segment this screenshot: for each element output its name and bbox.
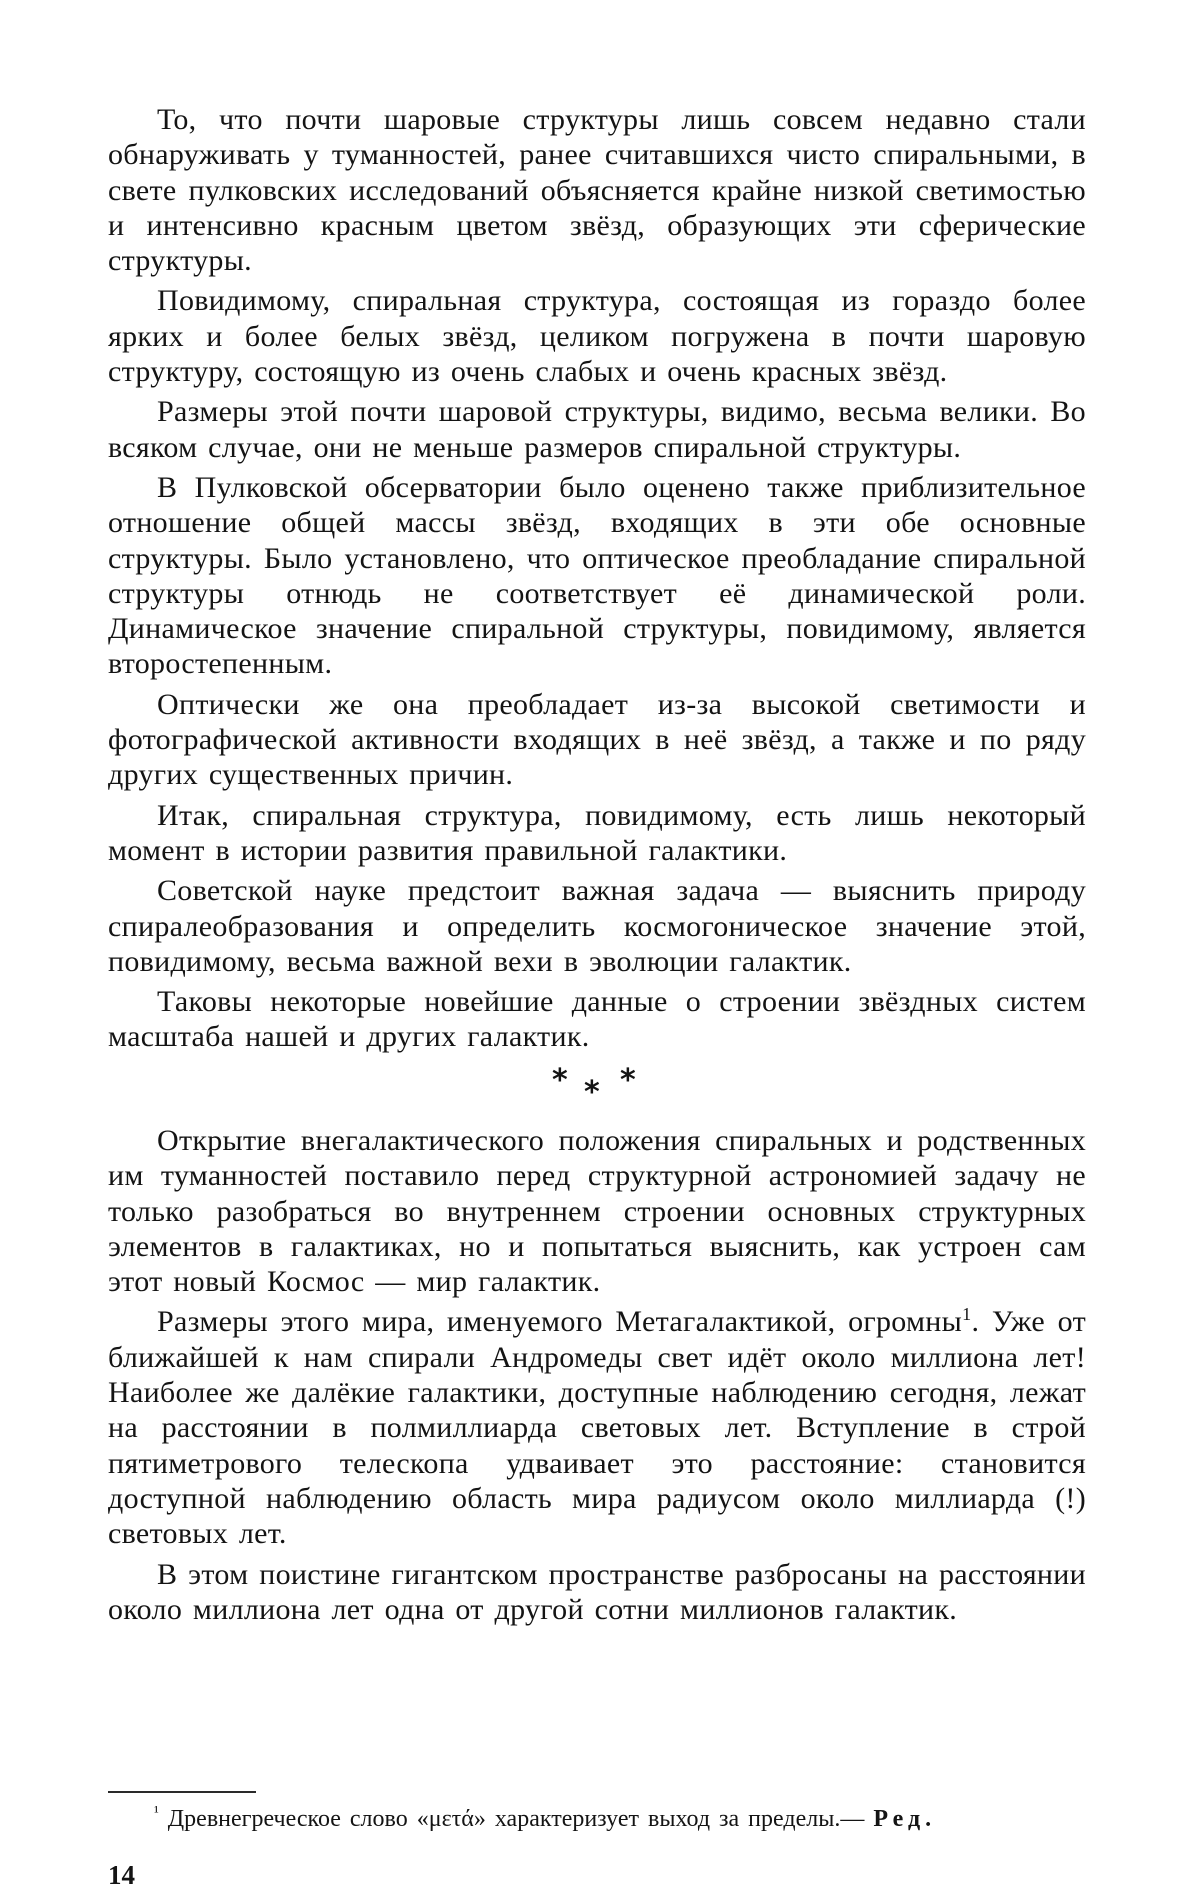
footnote-signature: Ред. xyxy=(873,1806,937,1832)
paragraph: В Пулковской обсерватории было оценено также приблизительное отношение общей массы звёзд, входящих в эти обе основные структуры. Было установлено, что оптическое преобладание спиральной структуры отнюдь не соответствует её динамической роли. Динамическое значение спиральной структуры, повидимому, является второстепенным. xyxy=(108,470,1086,681)
paragraph: Повидимому, спиральная структура, состоящая из гораздо более ярких и более белых звёзд, целиком погружена в почти шаровую структуру, состоящую из очень слабых и очень красных звёзд. xyxy=(108,284,1086,389)
paragraph xyxy=(108,1304,1086,1551)
footnote-text: Древнегреческое слово «μετά» характеризует выход за пределы.— xyxy=(167,1806,865,1832)
paragraph: То, что почти шаровые структуры лишь совсем недавно стали обнаруживать у туманностей, ранее считавшихся чисто спиральными, в свете пулковских исследований объясняется крайне низкой светимостью и интенсивно красным цветом звёзд, образующих эти сферические структуры. xyxy=(108,103,1086,278)
paragraph: Оптически же она преобладает из-за высокой светимости и фотографической активности входящих в неё звёзд, а также и по ряду других существенных причин. xyxy=(108,687,1086,792)
paragraph: Таковы некоторые новейшие данные о строении звёздных систем масштаба нашей и других галактик. xyxy=(108,985,1086,1054)
paragraph: Размеры этой почти шаровой структуры, видимо, весьма велики. Во всяком случае, они не меньше размеров спиральной структуры. xyxy=(108,395,1086,464)
page-number: 14 xyxy=(108,1860,135,1890)
footnote-mark: ¹ xyxy=(154,1804,159,1821)
paragraph: В этом поистине гигантском пространстве разбросаны на расстоянии около миллиона лет одна от другой сотни миллионов галактик. xyxy=(108,1557,1086,1626)
paragraph: Итак, спиральная структура, повидимому, есть лишь некоторый момент в истории развития правильной галактики. xyxy=(108,798,1086,867)
text-section-bottom xyxy=(108,1123,1086,1632)
footnote-reference[interactable]: 1 xyxy=(962,1304,972,1325)
paragraph-text: Размеры этого мира, именуемого Метагалактикой, огромны xyxy=(157,1305,963,1339)
paragraph: Советской науке предстоит важная задача — выяснить природу спиралеобразования и определить космогоническое значение этой, повидимому, весьма важной вехи в эволюции галактик. xyxy=(108,874,1086,978)
asterisk-icon: * xyxy=(552,1063,568,1098)
asterisk-icon: * xyxy=(620,1063,636,1098)
paragraph: Открытие внегалактического положения спиральных и родственных им туманностей поставило перед структурной астрономией задачу не только разобраться во внутреннем строении основных структурных элементов в галактиках, но и попытаться выяснить, как устроен сам этот новый Космос — мир галактик. xyxy=(108,1124,1086,1299)
text-section-top xyxy=(108,102,1086,1060)
section-separator xyxy=(540,1064,660,1112)
asterisk-icon: * xyxy=(584,1075,600,1110)
footnote xyxy=(108,1803,1086,1835)
footnote-divider xyxy=(108,1791,256,1793)
paragraph-text: . Уже от ближайшей к нам спирали Андромеды свет идёт около миллиона лет! Наиболее же далёкие галактики, доступные наблюдению сегодня, лежат на расстоянии в полмиллиарда световых лет. Вступление в строй пятиметрового телескопа удваивает это расстояние: становится доступной наблюдению область мира радиусом около миллиарда (!) световых лет. xyxy=(108,1305,1086,1551)
